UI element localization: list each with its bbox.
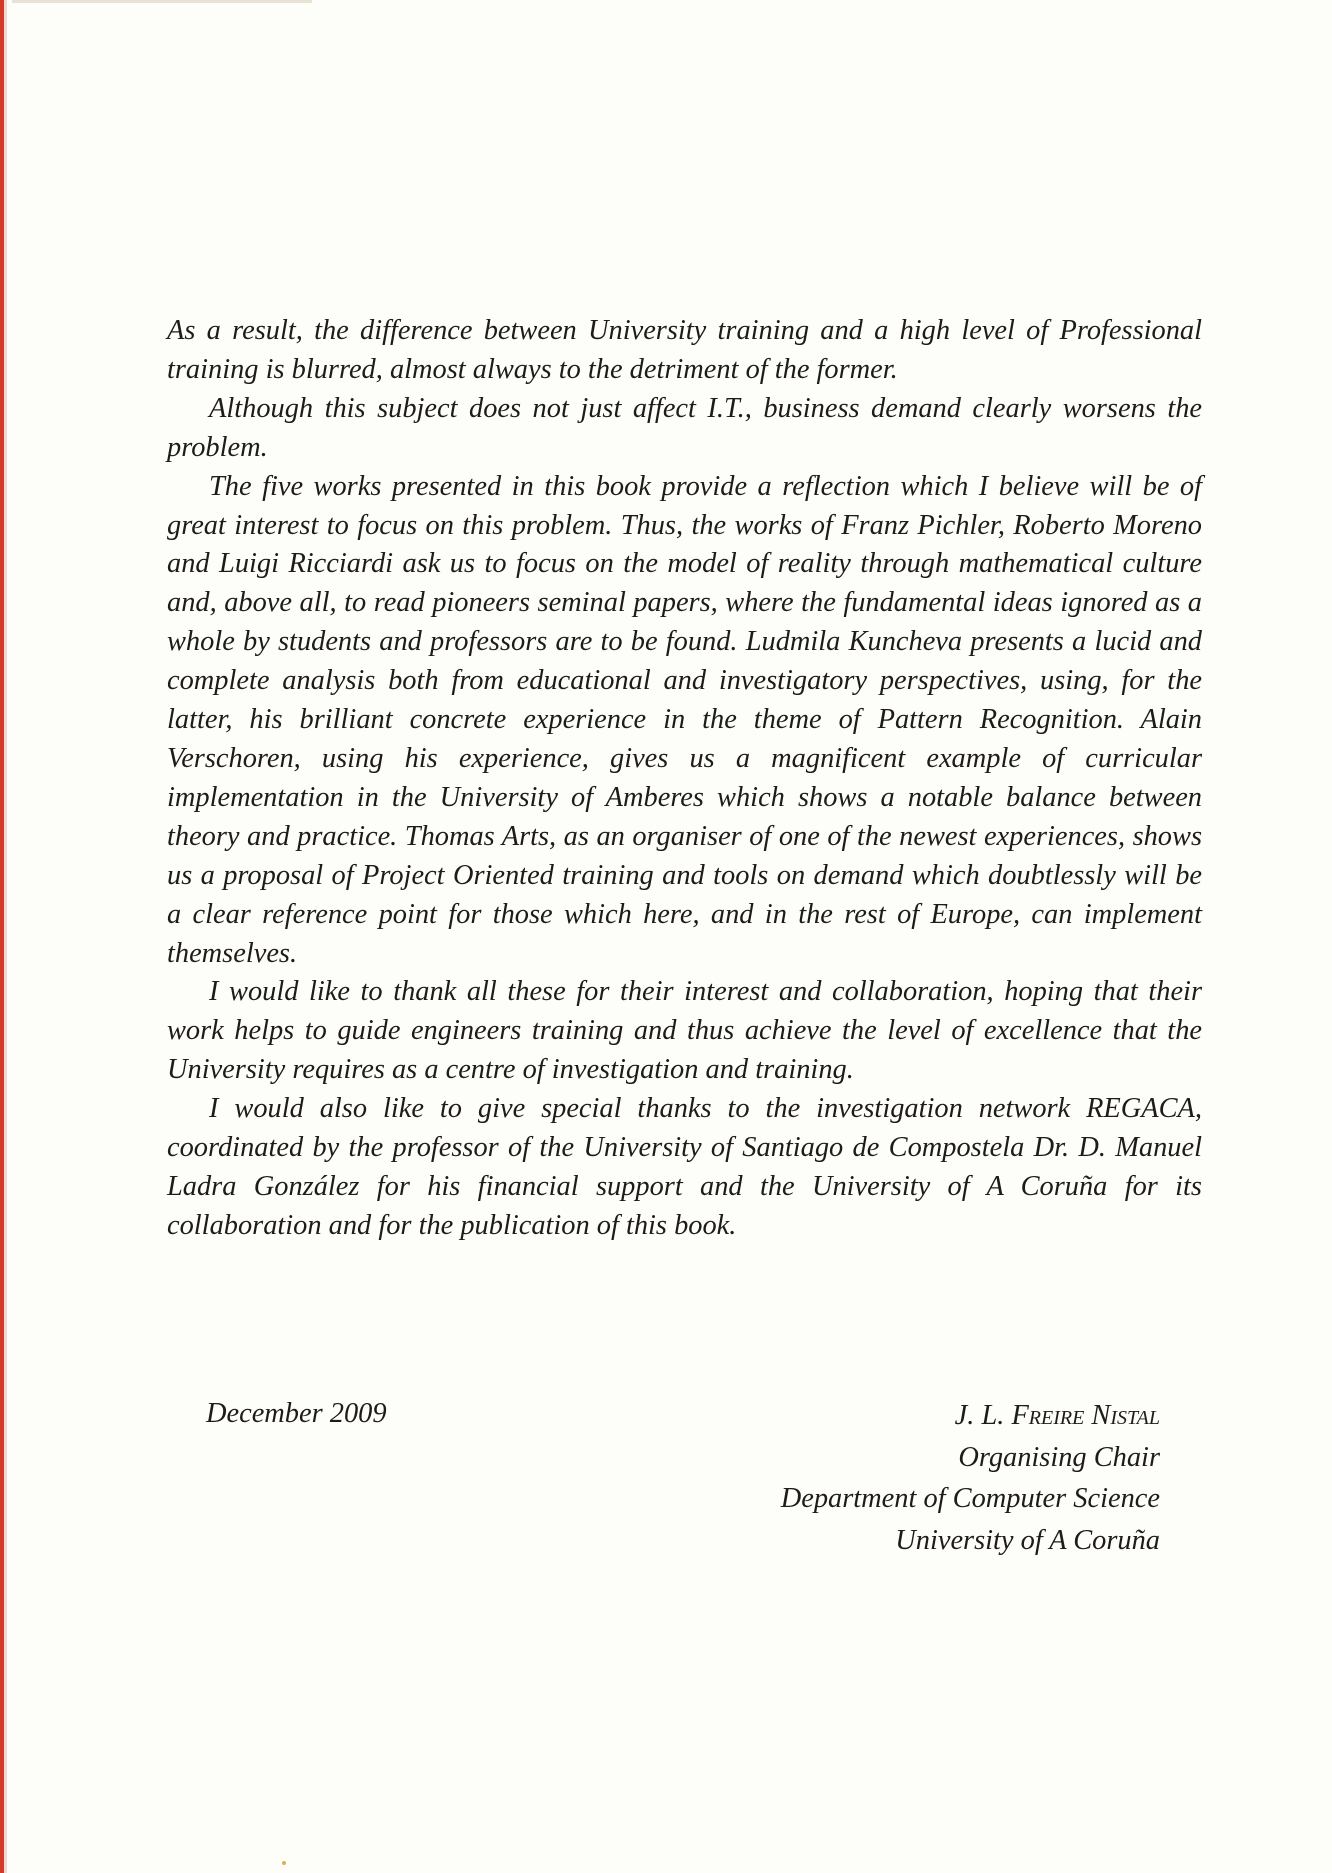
signature-university: University of A Coruña (895, 1524, 1160, 1556)
signature-block (781, 1395, 1160, 1561)
paragraph-1: As a result, the difference between University training and a high level of Professional training is blurred, almost always to the detriment of the former. (167, 315, 1202, 385)
paper-speck (282, 1861, 286, 1865)
body-text (167, 312, 1202, 1246)
signature-name: J. L. Freire Nistal (954, 1400, 1160, 1431)
paragraph-3: The five works presented in this book provide a reflection which I believe will be of great interest to focus on this problem. Thus, the works of Franz Pichler, Roberto Moreno and Luigi Ricciardi ask us to focus on the model of reality through mathematical culture and, above all, to read pioneers seminal papers, where the fundamental ideas ignored as a whole by students and professors are to be found. Ludmila Kuncheva presents a lucid and complete analysis both from educational and investigatory perspectives, using, for the latter, his brilliant concrete experience in the theme of Pattern Recognition. Alain Verschoren, using his experience, gives us a magnificent example of curricular implementation in the University of Amberes which shows a notable balance between theory and practice. Thomas Arts, as an organiser of one of the newest experiences, shows us a proposal of Project Oriented training and tools on demand which doubtlessly will be a clear reference point for those which here, and in the rest of Europe, can implement themselves. (167, 470, 1202, 969)
paragraph-4: I would like to thank all these for their interest and collaboration, hoping that their work helps to guide engineers training and thus achieve the level of excellence that the University requires as a centre of investigation and training. (167, 976, 1202, 1086)
paragraph-5: I would also like to give special thanks to the investigation network REGACA, coordinated by the professor of the University of Santiago de Compostela Dr. D. Manuel Ladra González for his financial support and the University of A Coruña for its collaboration and for the publication of this book. (167, 1093, 1202, 1241)
paragraph-2: Although this subject does not just affect I.T., business demand clearly worsens the problem. (167, 392, 1202, 463)
signature-role: Organising Chair (958, 1441, 1160, 1473)
page-edge-shadow (4, 0, 7, 1873)
date: December 2009 (206, 1398, 387, 1429)
signature-department: Department of Computer Science (780, 1483, 1160, 1514)
scan-mark (12, 0, 312, 3)
